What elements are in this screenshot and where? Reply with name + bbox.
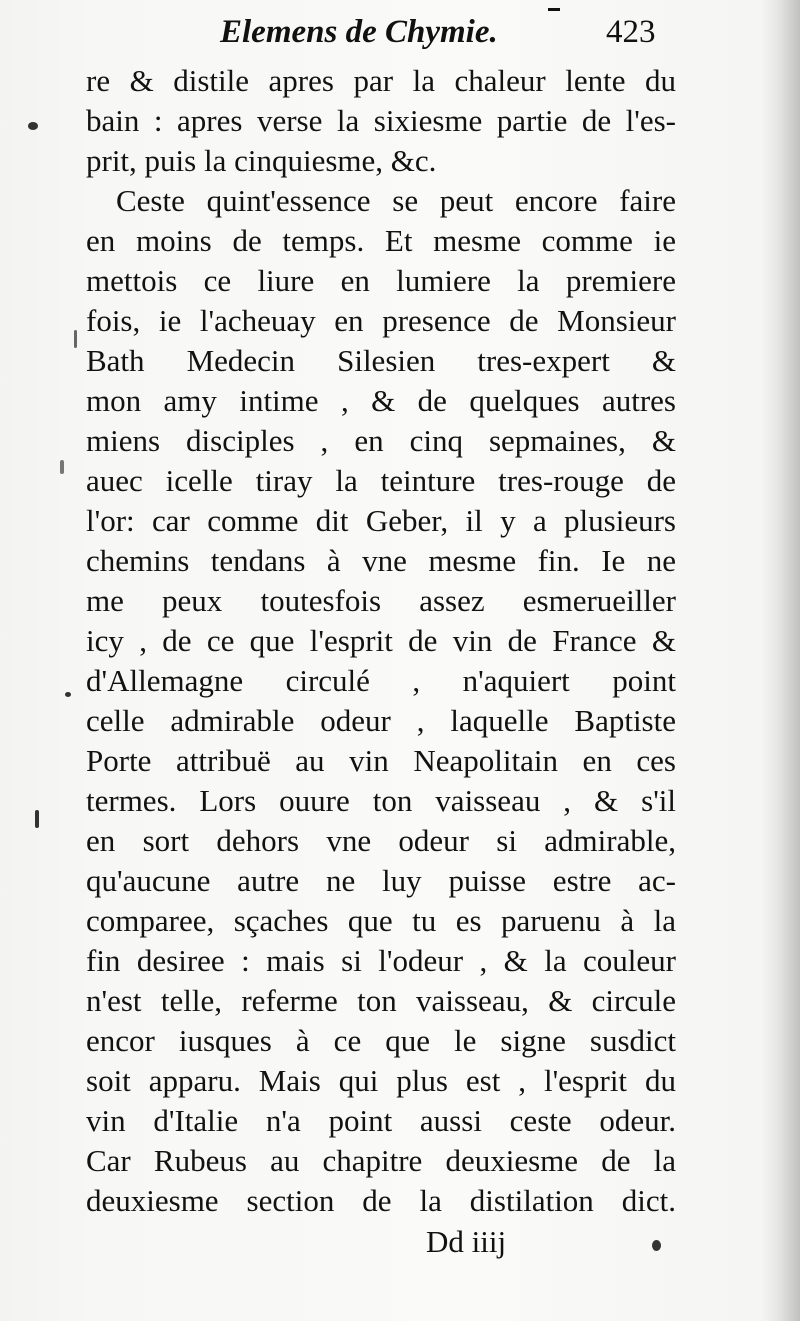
text-line: Porte attribuë au vin Neapolitain en ces <box>86 743 676 778</box>
text-line: Car Rubeus au chapitre deuxiesme de la <box>86 1143 676 1178</box>
signature-mark: Dd iiij <box>426 1224 507 1259</box>
text-line: icy , de ce que l'esprit de vin de France & <box>86 623 676 658</box>
ink-speck <box>28 122 38 130</box>
text-line: deuxiesme section de la distilation dict. <box>86 1183 676 1218</box>
ink-speck <box>35 810 39 828</box>
ink-speck <box>65 692 71 697</box>
page-gutter-shadow <box>762 0 800 1321</box>
text-line: en sort dehors vne odeur si admirable, <box>86 823 676 858</box>
ink-speck <box>652 1240 661 1251</box>
text-line: Bath Medecin Silesien tres-expert & <box>86 343 676 378</box>
text-line: mettois ce liure en lumiere la premiere <box>86 263 676 298</box>
text-line: n'est telle, referme ton vaisseau, & circule <box>86 983 676 1018</box>
printing-mark <box>548 8 560 11</box>
ink-speck <box>74 330 77 348</box>
text-line: celle admirable odeur , laquelle Baptiste <box>86 703 676 738</box>
text-line: auec icelle tiray la teinture tres-rouge de <box>86 463 676 498</box>
text-line: soit apparu. Mais qui plus est , l'esprit du <box>86 1063 676 1098</box>
text-line: chemins tendans à vne mesme fin. Ie ne <box>86 543 676 578</box>
text-line: l'or: car comme dit Geber, il y a plusieurs <box>86 503 676 538</box>
text-line: vin d'Italie n'a point aussi ceste odeur. <box>86 1103 676 1138</box>
text-line: termes. Lors ouure ton vaisseau , & s'il <box>86 783 676 818</box>
text-line: prit, puis la cinquiesme, &c. <box>86 143 437 178</box>
running-title: Elemens de Chymie. <box>220 14 498 50</box>
text-line: Ceste quint'essence se peut encore faire <box>116 183 676 218</box>
text-line: miens disciples , en cinq sepmaines, & <box>86 423 676 458</box>
text-line: qu'aucune autre ne luy puisse estre ac- <box>86 863 676 898</box>
text-line: me peux toutesfois assez esmerueiller <box>86 583 676 618</box>
text-line: encor iusques à ce que le signe susdict <box>86 1023 676 1058</box>
body-text <box>86 60 676 1220</box>
text-line: mon amy intime , & de quelques autres <box>86 383 676 418</box>
text-line: en moins de temps. Et mesme comme ie <box>86 223 676 258</box>
text-line: d'Allemagne circulé , n'aquiert point <box>86 663 676 698</box>
text-line: comparee, sçaches que tu es paruenu à la <box>86 903 676 938</box>
text-line: fois, ie l'acheuay en presence de Monsieur <box>86 303 676 338</box>
text-line: re & distile apres par la chaleur lente du <box>86 63 676 98</box>
text-line: bain : apres verse la sixiesme partie de l'es- <box>86 103 676 138</box>
ink-speck <box>60 460 64 474</box>
text-line: fin desiree : mais si l'odeur , & la couleur <box>86 943 676 978</box>
page-number: 423 <box>606 14 656 50</box>
